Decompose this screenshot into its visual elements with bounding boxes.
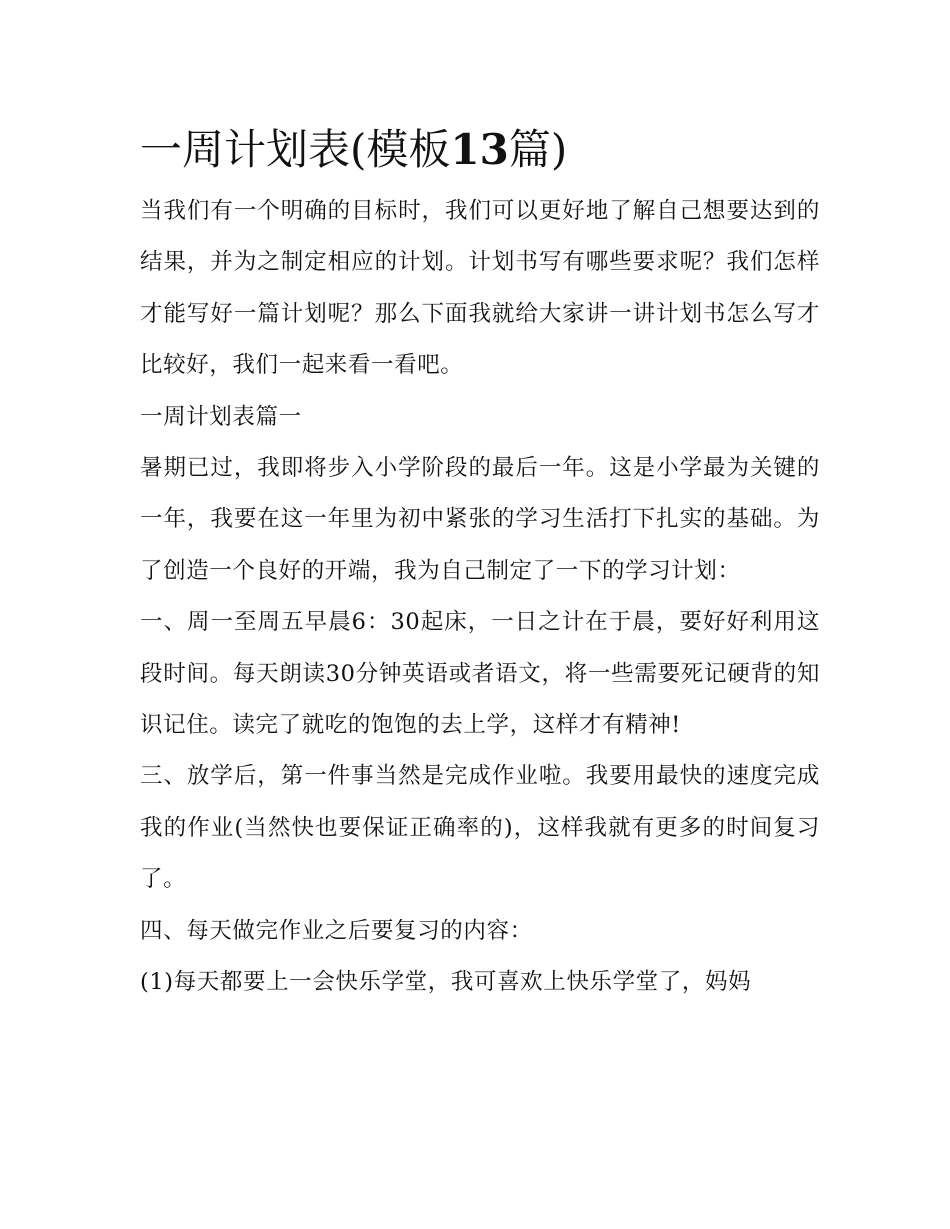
section-heading: 一周计划表篇一: [140, 403, 302, 430]
body-paragraph-5: (1)每天都要上一会快乐学堂，我可喜欢上快乐学堂了，妈妈: [140, 969, 752, 996]
document-page: [140, 118, 820, 1009]
body-paragraph-4: 四、每天做完作业之后要复习的内容：: [140, 917, 533, 944]
document-title: [140, 118, 820, 182]
title-suffix: 篇): [508, 125, 568, 174]
body-paragraph-2: 一、周一至周五早晨6：30起床，一日之计在于晨，要好好利用这段时间。每天朗读30分钟英语或者语文，将一些需要死记硬背的知识记住。读完了就吃的饱饱的去上学，这样才有精神!: [140, 609, 820, 739]
intro-paragraph: 当我们有一个明确的目标时，我们可以更好地了解自己想要达到的结果，并为之制定相应的计划。计划书写有哪些要求呢？我们怎样才能写好一篇计划呢？那么下面我就给大家讲一讲计划书怎么写才比较好，我们一起来看一看吧。: [140, 198, 820, 379]
body-paragraph-1: 暑期已过，我即将步入小学阶段的最后一年。这是小学最为关键的一年，我要在这一年里为初中紧张的学习生活打下扎实的基础。为了创造一个良好的开端，我为自己制定了一下的学习计划：: [140, 455, 820, 584]
body-paragraph-3: 三、放学后，第一件事当然是完成作业啦。我要用最快的速度完成我的作业(当然快也要保证正确率的)，这样我就有更多的时间复习了。: [140, 763, 820, 893]
title-number: 13: [450, 125, 509, 174]
title-prefix: 一周计划表(模板: [140, 125, 451, 174]
